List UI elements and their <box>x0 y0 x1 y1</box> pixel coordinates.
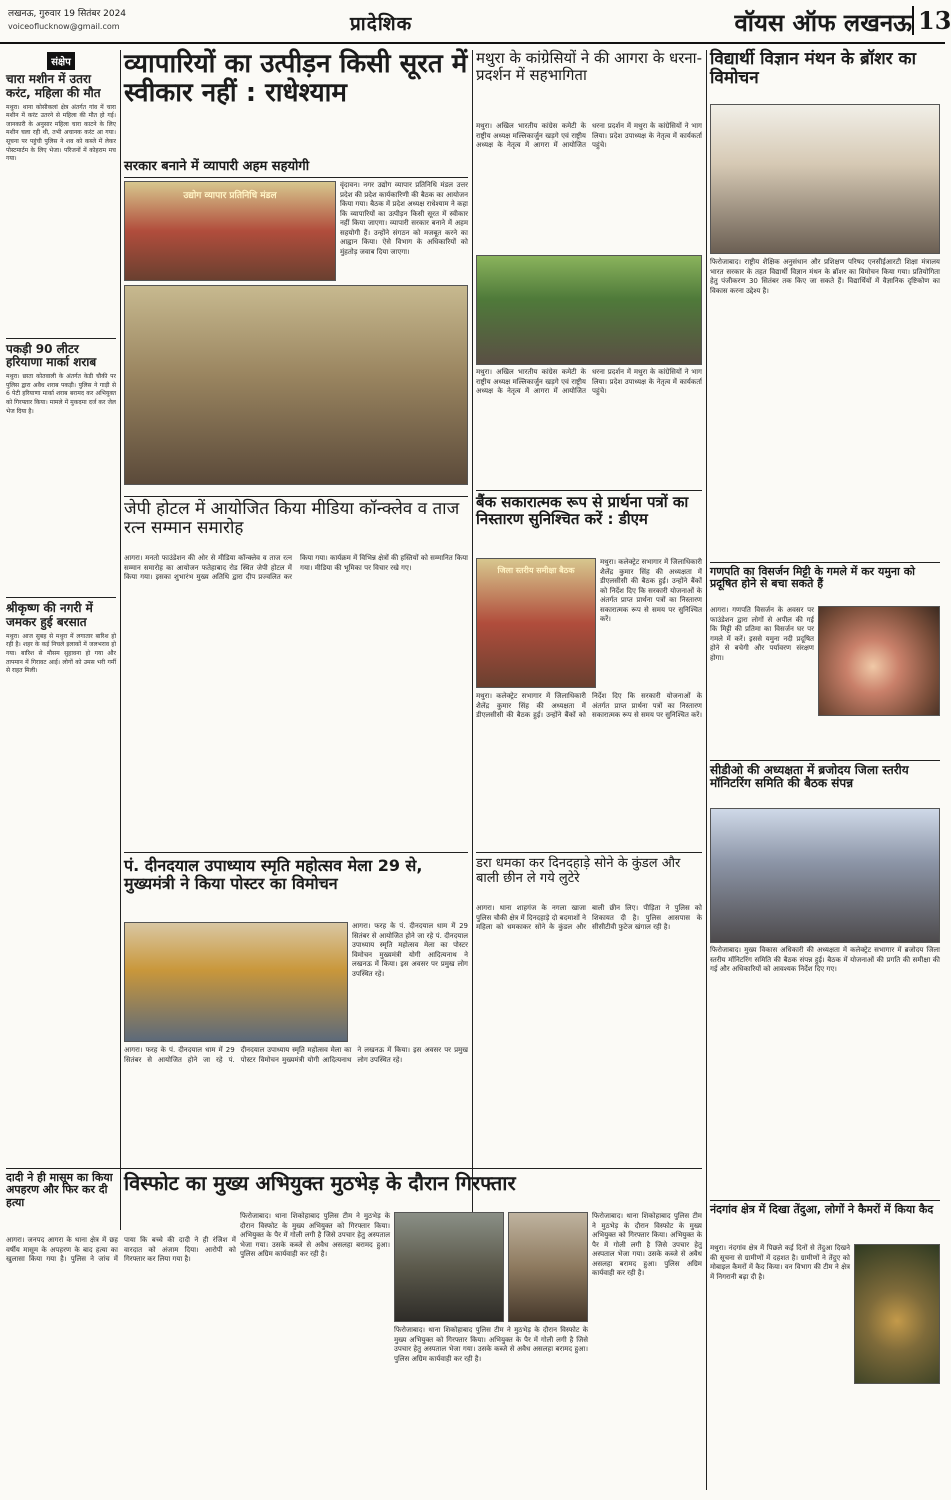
vigyan-headline[interactable]: विद्यार्थी विज्ञान मंथन के ब्रॉशर का विमोचन <box>710 49 917 89</box>
masthead <box>0 0 951 44</box>
traders-photo-wrap <box>124 181 336 281</box>
ganpati-headline-block <box>710 566 940 602</box>
traders-subhead-block <box>124 160 468 178</box>
bank-photo <box>476 558 596 688</box>
sdo-headline[interactable]: सीडीओ की अध्यक्षता में ब्रजोदय जिला स्तरीय मॉनिटरिंग समिति की बैठक संपन्न <box>710 763 909 791</box>
vigyan-headline-block <box>710 50 940 102</box>
divider <box>710 760 940 761</box>
congress-body: मथुरा। अखिल भारतीय कांग्रेस कमेटी के राष्ट्रीय अध्यक्ष मल्लिकार्जुन खड़गे एवं राष्ट्रीय अध्यक्ष के नेतृत्व में आगरा में आयोजित धरना प्रदर्शन में मथुरा के कांग्रेसियों ने भाग लिया। प्रदेश उपाध्यक्ष के नेतृत्व में कार्यकर्ता पहुंचे। <box>476 122 702 149</box>
brief-body: मथुरा। आज सुबह से मथुरा में लगातार बारिश हो रही है। शहर के कई निचले इलाकों में जलभराव हो गया। बारिश से मौसम सुहावना हो गया और तापमान में गिरावट आई। लोगों को उमस भरी गर्मी से राहत मिली। <box>6 632 116 675</box>
column-rule <box>706 50 707 1490</box>
dadi-headline[interactable]: दादी ने ही मासूम का किया अपहरण और फिर कर दी हत्या <box>6 1171 113 1209</box>
divider <box>6 597 116 598</box>
congress-photo <box>476 255 702 365</box>
jp-hotel-headline[interactable]: जेपी होटल में आयोजित किया मीडिया कॉन्क्लेव व ताज रत्न सम्मान समारोह <box>124 499 460 539</box>
jp-hotel-body: आगरा। मनतो फाउंडेशन की ओर से मीडिया कॉन्क्लेव व ताज रत्न सम्मान समारोह का आयोजन फतेहाबाद रोड स्थित जेपी होटल में किया गया। इसका शुभारंभ मुख्य अतिथि द्वारा दीप प्रज्वलित कर किया गया। कार्यक्रम में विभिन्न क्षेत्रों की हस्तियों को सम्मानित किया गया। मीडिया की भूमिका पर विचार रखे गए। <box>124 554 468 581</box>
divider <box>6 1168 702 1169</box>
blast-photo-2-wrap <box>508 1212 588 1322</box>
traders-headline-block <box>124 50 468 160</box>
deendayal-body-side: आगरा। फरह के पं. दीनदयाल धाम में 29 सितंबर से आयोजित होने जा रहे पं. दीनदयाल उपाध्याय स्मृति महोत्सव मेला का पोस्टर विमोचन मुख्यमंत्री योगी आदित्यनाथ ने लखनऊ में किया। इस अवसर पर प्रमुख लोग उपस्थित रहे। <box>352 922 468 978</box>
ganpati-headline[interactable]: गणपति का विसर्जन मिट्टी के गमले में कर यमुना को प्रदूषित होने से बचा सकते हैं <box>710 565 916 591</box>
divider <box>710 1200 940 1201</box>
robbery-headline-block <box>476 857 702 901</box>
bank-headline-block <box>476 494 702 556</box>
traders-subhead: सरकार बनाने में व्यापारी अहम सहयोगी <box>124 159 310 174</box>
sdo-headline-block <box>710 764 940 806</box>
bank-body: मथुरा। कलेक्ट्रेट सभागार में जिलाधिकारी शैलेंद्र कुमार सिंह की अध्यक्षता में डीएलसीसी की बैठक हुई। उन्होंने बैंकों को निर्देश दिए कि सरकारी योजनाओं के अंतर्गत प्राप्त प्रार्थना पत्रों का निस्तारण सकारात्मक रूप से समय पर सुनिश्चित करें। <box>476 692 702 719</box>
leopard-photo <box>854 1244 940 1384</box>
briefs-column <box>6 50 116 1230</box>
traders-body-right: वृंदावन। नगर उद्योग व्यापार प्रतिनिधि मंडल उत्तर प्रदेश की प्रदेश कार्यकारिणी की बैठक का आयोजन किया गया। बैठक में प्रदेश अध्यक्ष राधेश्याम ने कहा कि व्यापारियों का उत्पीड़न किसी सूरत में स्वीकार नहीं किया जाएगा। व्यापारी सरकार बनाने में अहम सहयोगी हैं। उन्होंने संगठन को मजबूत करने का आह्वान किया। ऐसे विभाग के अधिकारियों को मुंहतोड़ जवाब दिया जाएगा। <box>340 181 468 256</box>
congress-body-more: मथुरा। अखिल भारतीय कांग्रेस कमेटी के राष्ट्रीय अध्यक्ष मल्लिकार्जुन खड़गे एवं राष्ट्रीय अध्यक्ष के नेतृत्व में आगरा में आयोजित धरना प्रदर्शन में मथुरा के कांग्रेसियों ने भाग लिया। प्रदेश उपाध्यक्ष के नेतृत्व में कार्यकर्ता पहुंचे। <box>476 368 702 395</box>
divider <box>476 852 702 853</box>
brief-headline[interactable]: पकड़ी 90 लीटर हरियाणा मार्का शराब <box>6 341 97 370</box>
bank-headline[interactable]: बैंक सकारात्मक रूप से प्रार्थना पत्रों का निस्तारण सुनिश्चित करें : डीएम <box>476 493 689 528</box>
deendayal-headline[interactable]: पं. दीनदयाल उपाध्याय स्मृति महोत्सव मेला 29 से, मुख्यमंत्री ने किया पोस्टर का विमोचन <box>124 856 423 893</box>
blast-body-right: फिरोजाबाद। थाना शिकोहाबाद पुलिस टीम ने मुठभेड़ के दौरान विस्फोट के मुख्य अभियुक्त को गिरफ्तार किया। अभियुक्त के पैर में गोली लगी है जिसे उपचार हेतु अस्पताल भेजा गया। उसके कब्जे से अवैध असलहा बरामद हुआ। पुलिस अग्रिम कार्यवाही कर रही है। <box>592 1212 702 1277</box>
dadi-headline-block <box>6 1172 118 1232</box>
blast-headline-block <box>124 1172 702 1208</box>
vigyan-photo-wrap <box>710 104 940 254</box>
traders-headline[interactable]: व्यापारियों का उत्पीड़न किसी सूरत में स्वीकार नहीं : राधेश्याम <box>124 49 468 109</box>
leopard-headline[interactable]: नंदगांव क्षेत्र में दिखा तेंदुआ, लोगों ने कैमरों में किया कैद <box>710 1203 934 1216</box>
blast-headline[interactable]: विस्फोट का मुख्य अभियुक्त मुठभेड़ के दौरान गिरफ्तार <box>124 1171 516 1195</box>
leopard-body: मथुरा। नंदगांव क्षेत्र में पिछले कई दिनों से तेंदुआ दिखने की सूचना से ग्रामीणों में दहशत है। ग्रामीणों ने तेंदुए को मोबाइल कैमरों में कैद किया। वन विभाग की टीम ने क्षेत्र में निगरानी बढ़ा दी है। <box>710 1244 850 1281</box>
robbery-body: आगरा। थाना शाहगंज के नगला खाजा पुलिस चौकी क्षेत्र में दिनदहाड़े दो बदमाशों ने महिला को धमकाकर सोने के कुंडल और बाली छीन लिए। पीड़िता ने पुलिस को शिकायत दी है। पुलिस आसपास के सीसीटीवी फुटेज खंगाल रही है। <box>476 904 702 931</box>
deendayal-photo-wrap <box>124 922 348 1042</box>
ganpati-photo <box>818 606 940 716</box>
leopard-headline-block <box>710 1204 940 1240</box>
sdo-photo-wrap <box>710 808 940 943</box>
congress-photo-wrap <box>476 255 702 365</box>
deendayal-photo <box>124 922 348 1042</box>
vigyan-body: फिरोजाबाद। राष्ट्रीय शैक्षिक अनुसंधान और प्रशिक्षण परिषद एनसीईआरटी शिक्षा मंत्रालय भारत सरकार के तहत विद्यार्थी विज्ञान मंथन के ब्रॉशर का विमोचन किया गया। प्रतियोगिता हेतु पंजीकरण 30 सितंबर तक किए जा सकते हैं। विद्यार्थियों में वैज्ञानिक दृष्टिकोण का विकास करना उद्देश्य है। <box>710 258 940 295</box>
divider <box>6 338 116 339</box>
brief-headline[interactable]: श्रीकृष्ण की नगरी में जमकर हुई बरसात <box>6 601 93 629</box>
jp-hotel-headline-block <box>124 500 468 552</box>
divider <box>476 490 702 491</box>
blast-photo-1-wrap <box>394 1212 504 1322</box>
blast-body-left: फिरोजाबाद। थाना शिकोहाबाद पुलिस टीम ने मुठभेड़ के दौरान विस्फोट के मुख्य अभियुक्त को गिरफ्तार किया। अभियुक्त के पैर में गोली लगी है जिसे उपचार हेतु अस्पताल भेजा गया। उसके कब्जे से अवैध असलहा बरामद हुआ। पुलिस अग्रिम कार्यवाही कर रही है। <box>240 1212 390 1258</box>
banner-text: उद्योग व्यापार प्रतिनिधि मंडल <box>183 191 277 201</box>
brief-headline[interactable]: चारा मशीन में उतरा करंट, महिला की मौत <box>6 72 101 100</box>
column-rule <box>120 50 121 1230</box>
divider <box>710 562 940 563</box>
traders-photo-large-wrap <box>124 285 468 485</box>
leopard-photo-wrap <box>854 1244 940 1384</box>
deendayal-headline-block <box>124 857 468 919</box>
briefs-label: संक्षेप <box>47 52 75 70</box>
sdo-body: फिरोजाबाद। मुख्य विकास अधिकारी की अध्यक्षता में कलेक्ट्रेट सभागार में ब्रजोदय जिला स्तरीय मॉनिटरिंग समिति की बैठक संपन्न हुई। बैठक में योजनाओं की प्रगति की समीक्षा की गई और अधिकारियों को आवश्यक निर्देश दिए गए। <box>710 946 940 973</box>
divider <box>124 852 468 853</box>
brief-body: मथुरा। थाना कोसीकलां क्षेत्र अंतर्गत गांव में चारा मशीन में करंट उतरने से महिला की मौत हो गई। जानकारी के अनुसार महिला चारा काटने के लिए मशीन चला रही थी, तभी अचानक करंट आ गया। सूचना पर पहुंची पुलिस ने शव को कब्जे में लेकर पोस्टमार्टम के लिए भेजा। परिजनों में कोहराम मच गया। <box>6 103 116 163</box>
section-name: प्रादेशिक <box>350 13 413 35</box>
bank-body-side: मथुरा। कलेक्ट्रेट सभागार में जिलाधिकारी शैलेंद्र कुमार सिंह की अध्यक्षता में डीएलसीसी की बैठक हुई। उन्होंने बैंकों को निर्देश दिए कि सरकारी योजनाओं के अंतर्गत प्राप्त प्रार्थना पत्रों का निस्तारण सकारात्मक रूप से समय पर सुनिश्चित करें। <box>600 558 702 623</box>
vigyan-photo <box>710 104 940 254</box>
newspaper-brand: वॉयस ऑफ लखनऊ <box>734 8 912 37</box>
dadi-body: आगरा। जनपद आगरा के थाना क्षेत्र में छह वर्षीय मासूम के अपहरण के बाद हत्या का खुलासा किया गया है। पुलिस ने जांच में पाया कि बच्चे की दादी ने ही रंजिश में वारदात को अंजाम दिया। आरोपी को गिरफ्तार कर लिया गया है। <box>6 1236 236 1263</box>
blast-photo-accused <box>508 1212 588 1322</box>
deendayal-body: आगरा। फरह के पं. दीनदयाल धाम में 29 सितंबर से आयोजित होने जा रहे पं. दीनदयाल उपाध्याय स्मृति महोत्सव मेला का पोस्टर विमोचन मुख्यमंत्री योगी आदित्यनाथ ने लखनऊ में किया। इस अवसर पर प्रमुख लोग उपस्थित रहे। <box>124 1046 468 1064</box>
bank-banner-text: जिला स्तरीय समीक्षा बैठक <box>497 566 575 575</box>
blast-body-mid: फिरोजाबाद। थाना शिकोहाबाद पुलिस टीम ने मुठभेड़ के दौरान विस्फोट के मुख्य अभियुक्त को गिरफ्तार किया। अभियुक्त के पैर में गोली लगी है जिसे उपचार हेतु अस्पताल भेजा गया। उसके कब्जे से अवैध असलहा बरामद हुआ। पुलिस अग्रिम कार्यवाही कर रही है। <box>394 1326 588 1363</box>
ganpati-photo-wrap <box>818 606 940 716</box>
congress-headline[interactable]: मथुरा के कांग्रेसियों ने की आगरा के धरना-प्रदर्शन में सहभागिता <box>476 49 702 84</box>
page-number: 13 <box>912 6 944 35</box>
ganpati-body: आगरा। गणपति विसर्जन के अवसर पर फाउंडेशन द्वारा लोगों से अपील की गई कि मिट्टी की प्रतिमा का विसर्जन घर पर गमले में करें। इससे यमुना नदी प्रदूषित होने से बचेगी और पर्यावरण संरक्षण होगा। <box>710 606 814 662</box>
blast-photo-police <box>394 1212 504 1322</box>
traders-photo <box>124 181 336 281</box>
issue-date: लखनऊ, गुरुवार 19 सितंबर 2024 <box>8 9 127 19</box>
bank-photo-wrap <box>476 558 596 688</box>
robbery-headline[interactable]: डरा धमका कर दिनदहाड़े सोने के कुंडल और बाली छीन ले गये लुटेरे <box>476 856 681 886</box>
brief-body: मथुरा। छाता कोतवाली के अंतर्गत केडी चौकी पर पुलिस द्वारा अवैध शराब पकड़ी। पुलिस ने गाड़ी से 6 पेटी हरियाणा मार्का शराब बरामद कर अभियुक्त को गिरफ्तार किया। मामले में मुकदमा दर्ज कर जेल भेज दिया है। <box>6 373 116 415</box>
column-rule <box>472 50 473 1230</box>
traders-photo-large <box>124 285 468 485</box>
congress-headline-block <box>476 50 702 118</box>
website[interactable]: voiceoflucknow@gmail.com <box>8 22 120 31</box>
divider <box>124 496 468 497</box>
sdo-photo <box>710 808 940 943</box>
